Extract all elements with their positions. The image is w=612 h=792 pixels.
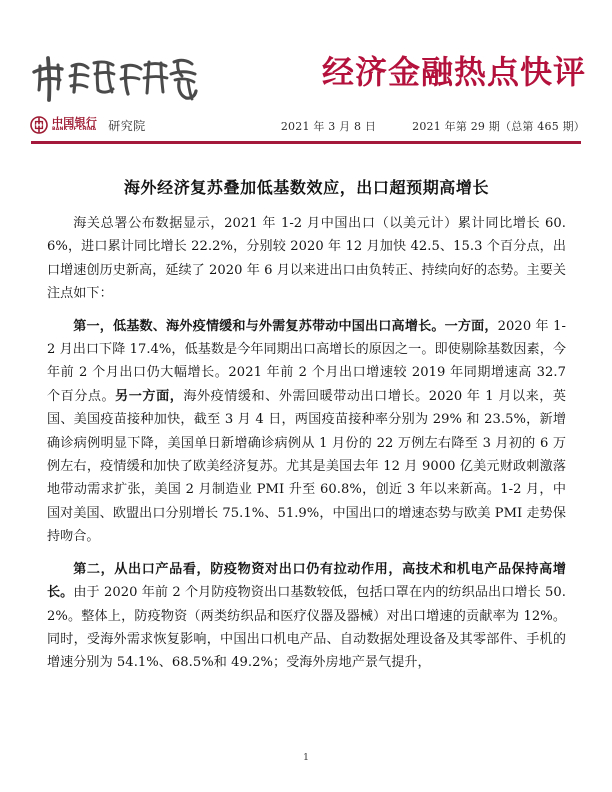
paragraph-lead-in: 第二，从出口产品看，防疫物资对出口仍有拉动作用，高技术和机电产品保持高增长。 bbox=[47, 561, 566, 601]
paragraph-text: 2020 年 1-2 月出口下降 17.4%，低基数是今年同期出口高增长的原因之一。即使剔除基数因素，今年前 2 个月出口仍大幅增长。2021 年前 2 个月出口增速较 2019 年同期增速高 32.7 个百分点。 bbox=[47, 318, 566, 404]
bank-identity bbox=[30, 113, 146, 137]
boc-wordmark bbox=[52, 117, 97, 133]
paragraph-lead-in: 另一方面， bbox=[115, 388, 184, 404]
masthead bbox=[0, 0, 612, 152]
paragraph-text: 海外疫情缓和、外需回暖带动出口增长。2020 年 1 月以来，英国、美国疫苗接种加快，截至 3 月 4 日，两国疫苗接种率分别为 29% 和 23.5%，新增确诊病例明显下降，美国单日新增确诊病例从 1 月份的 22 万例左右降至 3 月初的 6 万例左右，疫情缓和加快了欧美经济复苏。尤其是美国去年 12 月 9000 亿美元财政刺激落地带动需求扩张，美国 2 月制造业 PMI 升至 60.8%，创近 3 年以来新高。1-2 月，中国对美国、欧盟出口分别增长 75.1%、51.9%，中国出口的增速态势与欧美 PMI 走势保持吻合。 bbox=[47, 388, 567, 545]
boc-name-en: BANK OF CHINA bbox=[52, 127, 97, 133]
issue-number: 2021 年第 29 期（总第 465 期） bbox=[412, 120, 585, 133]
boc-circle-logo bbox=[30, 116, 48, 134]
paragraph-text: 海关总署公布数据显示，2021 年 1-2 月中国出口（以美元计）累计同比增长 60.6%，进口累计同比增长 22.2%，分别较 2020 年 12 月加快 42.5、15.3 个百分点，出口增速创历史新高，延续了 2020 年 6 月以来进出口由负转正、持续向好的态势。主要关注点如下： bbox=[47, 216, 566, 302]
document-body bbox=[47, 212, 566, 675]
brand-script-logo bbox=[28, 52, 198, 104]
page-title: 海外经济复苏叠加低基数效应，出口超预期高增长 bbox=[123, 178, 490, 197]
paragraph bbox=[47, 212, 566, 306]
boc-department: 研究院 bbox=[108, 118, 146, 133]
masthead-title: 经济金融热点快评 bbox=[321, 53, 586, 91]
boc-name-cn: 中国银行 bbox=[52, 115, 98, 129]
issue-line bbox=[281, 118, 585, 134]
issue-date: 2021 年 3 月 8 日 bbox=[280, 120, 377, 133]
paragraph-text: 由于 2020 年前 2 个月防疫物资出口基数较低，包括口罩在内的纺织品出口增长 50.2%。整体上，防疫物资（两类纺织品和医疗仪器及器械）对出口增速的贡献率为 12%。同时，受海外需求恢复影响，中国出口机电产品、自动数据处理设备及其零部件、手机的增速分别为 54.1%、68.5%和 49.2%；受海外房地产景气提升， bbox=[47, 585, 566, 671]
masthead-divider bbox=[31, 141, 581, 144]
paragraph-lead-in: 第一，低基数、海外疫情缓和与外需复苏带动中国出口高增长。一方面， bbox=[73, 318, 498, 334]
paragraph bbox=[47, 558, 566, 675]
paragraph bbox=[47, 315, 566, 549]
page-number: 1 bbox=[302, 752, 310, 763]
